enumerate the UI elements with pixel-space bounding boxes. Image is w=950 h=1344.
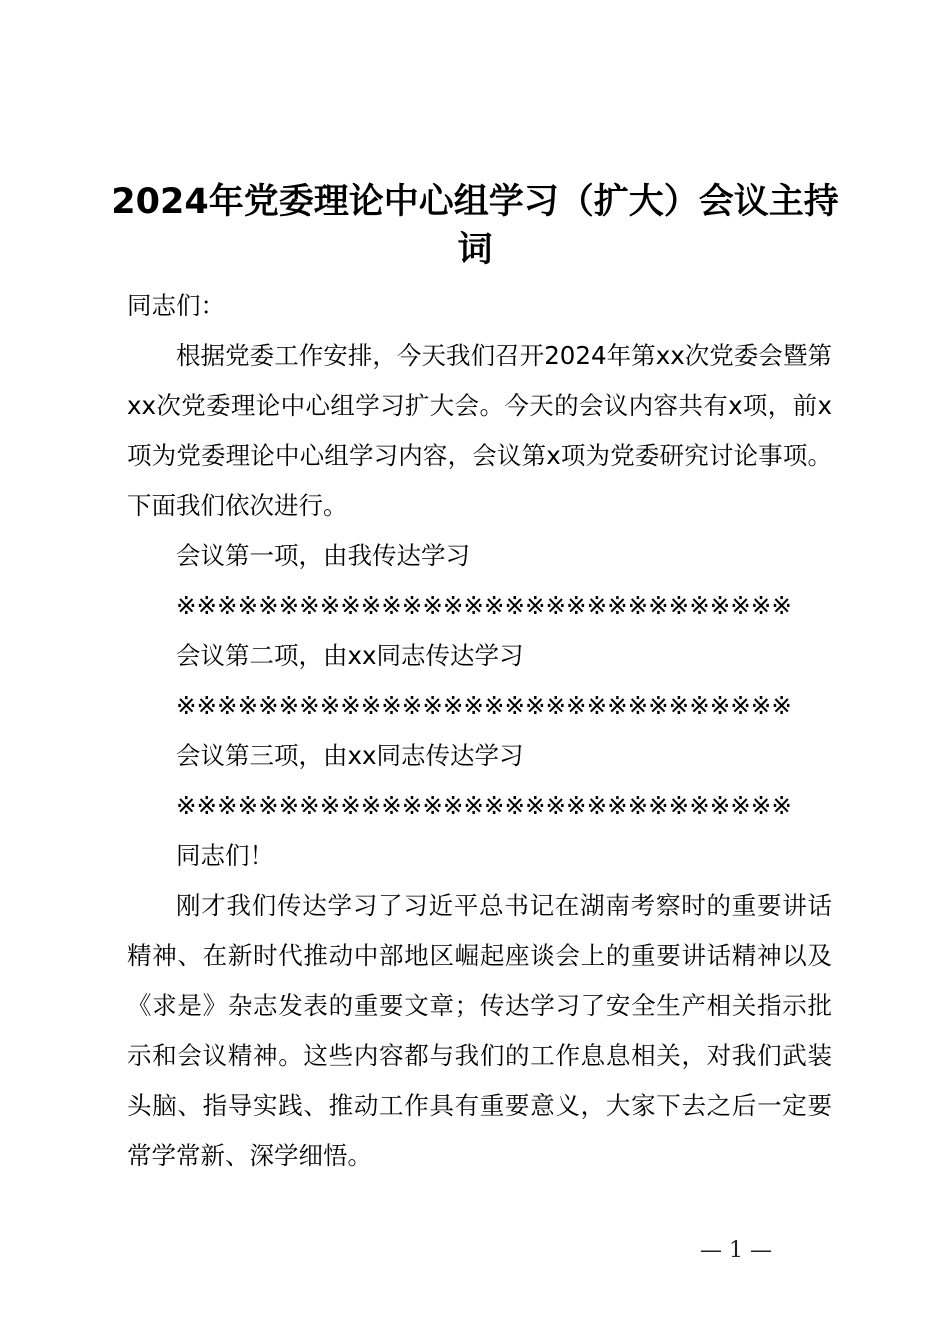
paragraph-intro: 根据党委工作安排，今天我们召开2024年第xx次党委会暨第xx次党委理论中心组学习扩大会。今天的会议内容共有x项，前x项为党委理论中心组学习内容，会议第x项为党委研究讨论事项。下面我们依次进行。 — [127, 341, 832, 520]
agenda-item-1: 会议第一项，由我传达学习 — [176, 541, 470, 570]
document-body — [127, 281, 832, 1181]
salutation-2: 同志们！ — [176, 841, 274, 870]
salutation: 同志们： — [127, 291, 225, 320]
placeholder-marks-3: ※※※※※※※※※※※※※※※※※※※※※※※※※※※※※※ — [176, 791, 792, 820]
agenda-item-2: 会议第二项，由xx同志传达学习 — [176, 641, 524, 670]
paragraph-summary: 刚才我们传达学习了习近平总书记在湖南考察时的重要讲话精神、在新时代推动中部地区崛起座谈会上的重要讲话精神以及《求是》杂志发表的重要文章；传达学习了安全生产相关指示批示和会议精神。这些内容都与我们的工作息息相关，对我们武装头脑、指导实践、推动工作具有重要意义，大家下去之后一定要常学常新、深学细悟。 — [127, 891, 832, 1170]
placeholder-marks-2: ※※※※※※※※※※※※※※※※※※※※※※※※※※※※※※ — [176, 691, 792, 720]
page-number: — 1 — — [700, 1238, 772, 1263]
placeholder-marks-1: ※※※※※※※※※※※※※※※※※※※※※※※※※※※※※※ — [176, 591, 792, 620]
agenda-item-3: 会议第三项，由xx同志传达学习 — [176, 741, 524, 770]
document-title: 2024年党委理论中心组学习（扩大）会议主持词 — [111, 182, 839, 270]
